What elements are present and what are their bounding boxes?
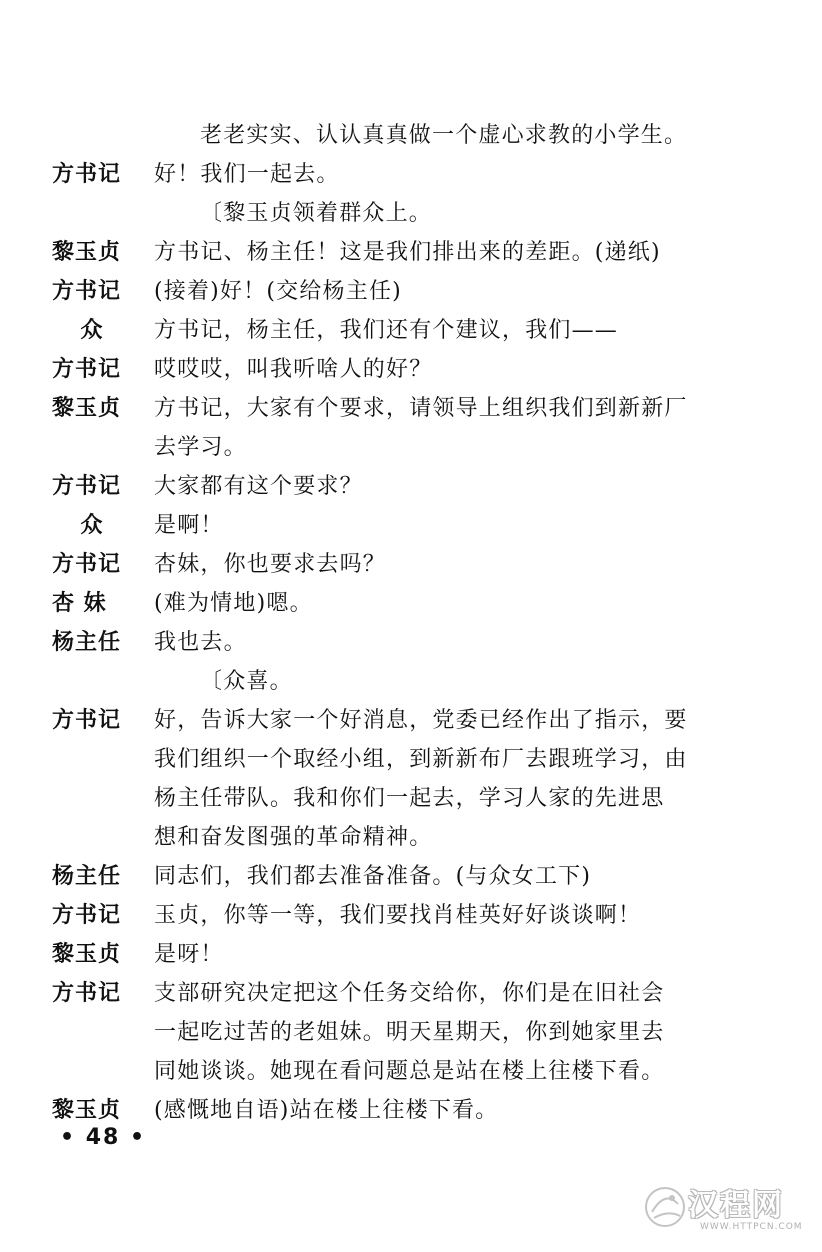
- script-line: [0, 547, 822, 583]
- speaker-name: 黎玉贞: [52, 396, 122, 421]
- dialogue-text: 好！我们一起去。: [154, 162, 340, 187]
- dialogue-text: 方书记，大家有个要求，请领导上组织我们到新新厂: [154, 396, 688, 421]
- speaker-name: 黎玉贞: [52, 1098, 122, 1123]
- script-line: [0, 859, 822, 895]
- stage-direction-text: 〔黎玉贞领着群众上。: [200, 201, 433, 226]
- speaker-name: 方书记: [52, 162, 122, 187]
- script-line: [0, 937, 822, 973]
- speaker-name: 杨主任: [52, 864, 122, 889]
- page-number: • 48 •: [60, 1125, 147, 1150]
- script-line-continued: [0, 742, 822, 778]
- dialogue-text: 哎哎哎，叫我听啥人的好？: [154, 357, 433, 382]
- dialogue-text: 我们组织一个取经小组，到新新布厂去跟班学习，由: [154, 747, 688, 772]
- script-line: [0, 703, 822, 739]
- dialogue-text: 玉贞，你等一等，我们要找肖桂英好好谈谈啊！: [154, 903, 642, 928]
- dialogue-text: 老老实实、认认真真做一个虚心求教的小学生。: [200, 123, 688, 148]
- script-line: [0, 508, 822, 544]
- watermark: [640, 1178, 810, 1240]
- script-line: [0, 157, 822, 193]
- dialogue-text: 大家都有这个要求？: [154, 474, 363, 499]
- speaker-name: 黎玉贞: [52, 942, 122, 967]
- watermark-text: 汉程网: [688, 1188, 784, 1223]
- speaker-name: 方书记: [52, 552, 122, 577]
- watermark-url: WWW.HTTPCN.COM: [700, 1222, 803, 1232]
- dialogue-text: 是呀！: [154, 942, 224, 967]
- script-line-continued: [0, 1054, 822, 1090]
- script-line: [0, 235, 822, 271]
- script-line-continued: [0, 430, 822, 466]
- script-line-continued: [0, 820, 822, 856]
- speaker-name: 方书记: [52, 903, 122, 928]
- stage-direction: [0, 196, 822, 232]
- script-line-continued: [0, 1015, 822, 1051]
- dialogue-text: 同志们，我们都去准备准备。(与众女工下): [154, 864, 592, 889]
- script-line: [0, 274, 822, 310]
- script-line: [0, 352, 822, 388]
- stage-direction: [0, 664, 822, 700]
- script-line: [0, 391, 822, 427]
- speaker-name: 方书记: [52, 981, 122, 1006]
- speaker-name: 方书记: [52, 357, 122, 382]
- dialogue-text: 是啊！: [154, 513, 224, 538]
- dialogue-text: 去学习。: [154, 435, 247, 460]
- dialogue-text: 支部研究决定把这个任务交给你，你们是在旧社会: [154, 981, 665, 1006]
- dialogue-text: 方书记、杨主任！这是我们排出来的差距。(递纸): [154, 240, 661, 265]
- dialogue-text: (难为情地)嗯。: [154, 591, 313, 616]
- dialogue-text: 杨主任带队。我和你们一起去，学习人家的先进思: [154, 786, 665, 811]
- speaker-name: 众: [80, 513, 104, 538]
- watermark-logo-icon: [640, 1182, 690, 1232]
- speaker-name: 杏 妹: [52, 591, 107, 616]
- dialogue-text: (感慨地自语)站在楼上往楼下看。: [154, 1098, 499, 1123]
- script-line: [0, 898, 822, 934]
- script-line: [0, 313, 822, 349]
- speaker-name: 方书记: [52, 474, 122, 499]
- dialogue-text: 一起吃过苦的老姐妹。明天星期天，你到她家里去: [154, 1020, 665, 1045]
- speaker-name: 杨主任: [52, 630, 122, 655]
- script-line: [0, 586, 822, 622]
- script-line: [0, 976, 822, 1012]
- script-line-continued: [0, 781, 822, 817]
- speaker-name: 黎玉贞: [52, 240, 122, 265]
- dialogue-text: (接着)好！(交给杨主任): [154, 279, 402, 304]
- script-line: [0, 469, 822, 505]
- stage-direction-text: 〔众喜。: [200, 669, 293, 694]
- script-line: [0, 118, 822, 154]
- dialogue-text: 同她谈谈。她现在看问题总是站在楼上往楼下看。: [154, 1059, 665, 1084]
- dialogue-text: 我也去。: [154, 630, 247, 655]
- dialogue-text: 杏妹，你也要求去吗？: [154, 552, 387, 577]
- dialogue-text: 想和奋发图强的革命精神。: [154, 825, 433, 850]
- speaker-name: 方书记: [52, 279, 122, 304]
- speaker-name: 方书记: [52, 708, 122, 733]
- dialogue-text: 好，告诉大家一个好消息，党委已经作出了指示，要: [154, 708, 688, 733]
- script-line: [0, 625, 822, 661]
- speaker-name: 众: [80, 318, 104, 343]
- dialogue-text: 方书记，杨主任，我们还有个建议，我们——: [154, 318, 619, 343]
